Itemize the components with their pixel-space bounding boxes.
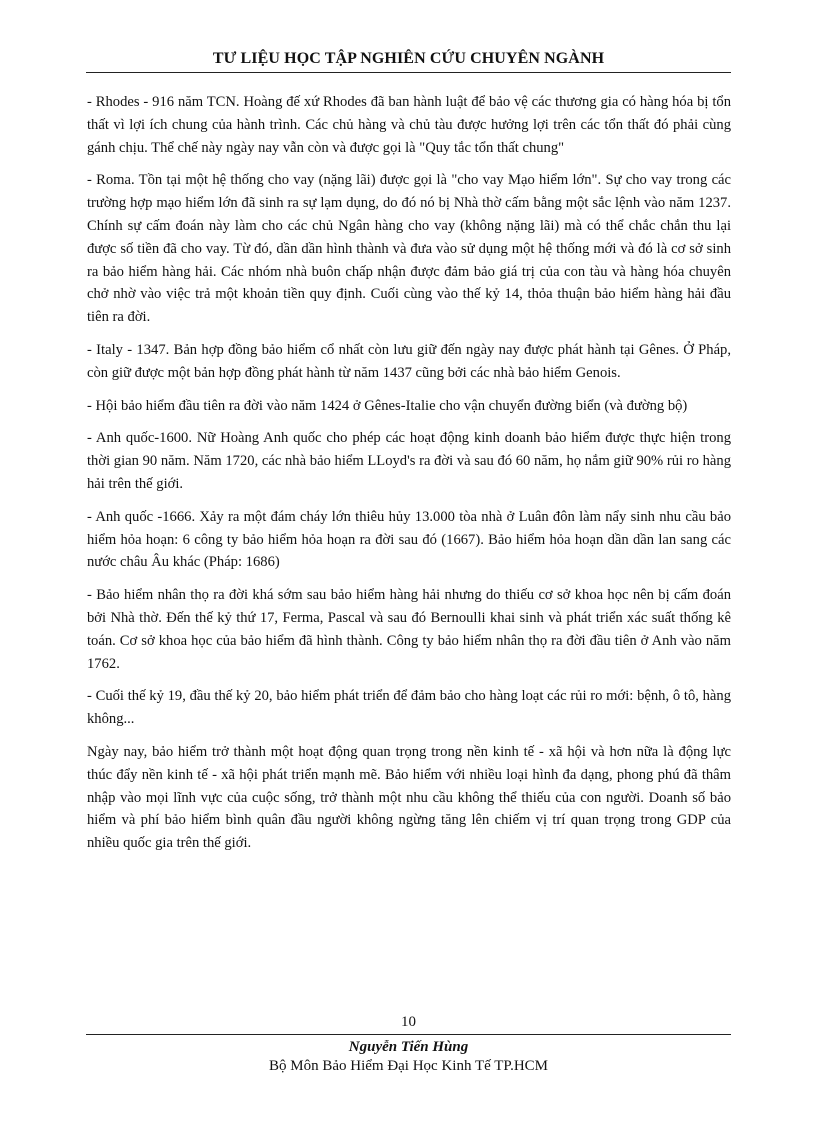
paragraph-rhodes: - Rhodes - 916 năm TCN. Hoàng đế xứ Rhodes đã ban hành luật để bảo vệ các thương gia có hàng hóa bị tổn thất vì lợi ích chung của hành trình. Các chủ hàng và chủ tàu được hưởng lợi trên các tổn thất đó phải cùng gánh chịu. Thể chế này ngày nay vẫn còn và được gọi là "Quy tắc tổn thất chung" bbox=[87, 94, 731, 156]
paragraph-first-insurance-society: - Hội bảo hiểm đầu tiên ra đời vào năm 1424 ở Gênes-Italie cho vận chuyển đường biển (và đường bộ) bbox=[87, 397, 688, 414]
paragraph-late-19th-century: - Cuối thế kỷ 19, đầu thế kỷ 20, bảo hiểm phát triển để đảm bảo cho hàng loạt các rủi ro mới: bệnh, ô tô, hàng không... bbox=[87, 688, 731, 728]
header-divider bbox=[86, 72, 731, 73]
document-body bbox=[87, 91, 731, 865]
paragraph-england-1600: - Anh quốc-1600. Nữ Hoàng Anh quốc cho phép các hoạt động kinh doanh bảo hiểm được thực hiện trong thời gian 90 năm. Năm 1720, các nhà bảo hiểm LLoyd's ra đời và sau đó 60 năm, họ nắm giữ 90% rủi ro hàng hải trên thế giới. bbox=[87, 430, 731, 492]
page-header-title: TƯ LIỆU HỌC TẬP NGHIÊN CỨU CHUYÊN NGÀNH bbox=[212, 50, 605, 67]
footer-author: Nguyễn Tiến Hùng bbox=[348, 1039, 469, 1055]
page-number: 10 bbox=[401, 1014, 416, 1030]
paragraph-italy: - Italy - 1347. Bản hợp đồng bảo hiểm cổ nhất còn lưu giữ đến ngày nay được phát hành tại Gênes. Ở Pháp, còn giữ được một bản hợp đồng phát hành từ năm 1437 cũng bởi các nhà bảo hiểm Genois. bbox=[87, 341, 731, 381]
paragraph-life-insurance: - Bảo hiểm nhân thọ ra đời khá sớm sau bảo hiểm hàng hải nhưng do thiếu cơ sở khoa học nên bị cấm đoán bởi Nhà thờ. Đến thế kỷ thứ 17, Ferma, Pascal và sau đó Bernoulli khai sinh và phát triển xác suất thống kê toán. Cơ sở khoa học của bảo hiểm đã hình thành. Công ty bảo hiểm nhân thọ ra đời đầu tiên ở Anh vào năm 1762. bbox=[87, 587, 731, 672]
footer-affiliation: Bộ Môn Bảo Hiểm Đại Học Kinh Tế TP.HCM bbox=[268, 1058, 549, 1074]
footer-divider bbox=[86, 1034, 731, 1035]
paragraph-roma: - Roma. Tồn tại một hệ thống cho vay (nặng lãi) được gọi là "cho vay Mạo hiểm lớn". Sự cho vay trong các trường hợp mạo hiểm lớn đã sinh ra sự lạm dụng, do đó nó bị Nhà thờ cấm bằng một sắc lệnh vào năm 1237. Chính sự cấm đoán này làm cho các chủ Ngân hàng cho vay (không nặng lãi) mà có thể chắc chắn thu lại được số tiền đã cho vay. Từ đó, dần dần hình thành và đưa vào sử dụng một hệ thống mới và đó là cơ sở sinh ra bảo hiểm hàng hải. Các nhóm nhà buôn chấp nhận được đảm bảo giá trị của con tàu và hàng hóa chuyên chở nhờ vào việc trả một khoản tiền quy định. Cuối cùng vào thế kỷ 14, thỏa thuận bảo hiểm hàng hải đầu tiên ra đời. bbox=[87, 172, 731, 326]
paragraph-england-1666: - Anh quốc -1666. Xảy ra một đám cháy lớn thiêu hủy 13.000 tòa nhà ở Luân đôn làm nẩy sinh nhu cầu bảo hiểm hỏa hoạn: 6 công ty bảo hiểm hỏa hoạn ra đời sau đó (1667). Bảo hiểm hỏa hoạn dần dần lan sang các nước châu Âu khác (Pháp: 1686) bbox=[87, 508, 731, 571]
paragraph-today: Ngày nay, bảo hiểm trở thành một hoạt động quan trọng trong nền kinh tế - xã hội và hơn nữa là động lực thúc đẩy nền kinh tế - xã hội phát triển mạnh mẽ. Bảo hiểm với nhiều loại hình đa dạng, phong phú đã thâm nhập vào mọi lĩnh vực của cuộc sống, trở thành một nhu cầu không thể thiếu của con người. Doanh số bảo hiểm và phí bảo hiểm bình quân đầu người không ngừng tăng lên chiếm vị trí quan trọng trong GDP của nhiều quốc gia trên thế giới. bbox=[87, 743, 731, 852]
